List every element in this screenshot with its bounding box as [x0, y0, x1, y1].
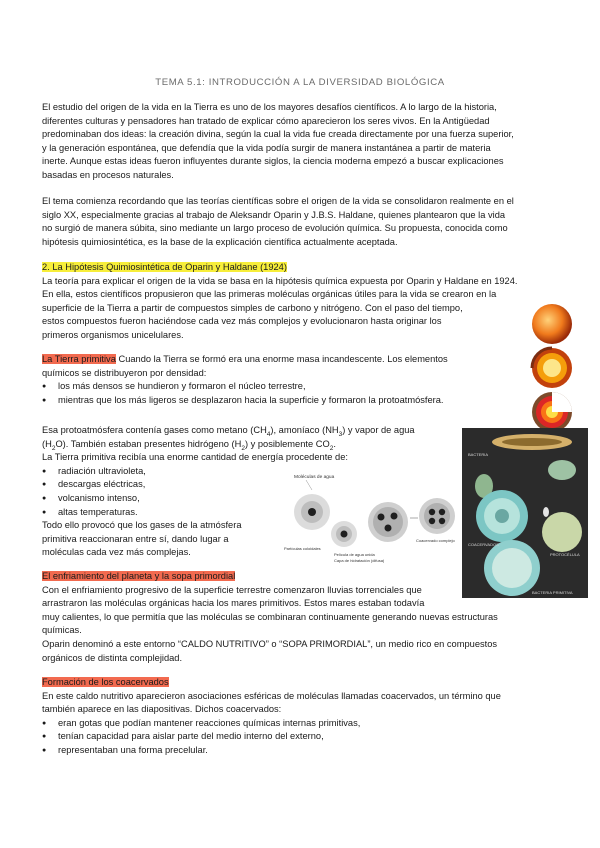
text-line: En ella, estos científicos propusieron que las primeras moléculas orgánicas útiles para la vida se crearon en la: [42, 289, 497, 300]
text-line: muy calientes, lo que permitía que las moléculas se combinaran continuamente generando nuevas estructuras: [42, 611, 498, 622]
text-line: hipótesis quimiosintética, es la base de la explicación científica actualmente aceptada.: [42, 236, 398, 247]
list-item: ● descargas eléctricas,: [42, 478, 462, 492]
section-heading: El enfriamiento del planeta y la sopa primordial: [42, 571, 236, 581]
text-line: En este caldo nutritivo aparecieron asociaciones esféricas de moléculas llamadas coacervados, un término que: [42, 690, 501, 701]
list-item: ● volcanismo intenso,: [42, 492, 462, 506]
diagram-label: Partículas coloidales: [284, 546, 321, 551]
diagram-label: Película de agua unida: [334, 552, 375, 557]
list-item: ● representaban una forma precelular.: [42, 744, 562, 758]
text-line: inerte. Aunque estas ideas fueron influyentes durante siglos, la ciencia moderna empezó a buscar explicaciones: [42, 156, 504, 167]
text-line: Cuando la Tierra se formó era una enorme masa incandescente. Los elementos: [118, 354, 448, 364]
text-line: Con el enfriamiento progresivo de la superficie terrestre comenzaron lluvias torrenciales que: [42, 584, 422, 595]
section-coacervados: [42, 676, 562, 758]
cell-label: PROTOCÉLULA: [550, 552, 580, 557]
text-line: Esa protoatmósfera contenía gases como metano $(CH_4)$, amoníaco $(NH_3)$ y vapor de agua: [42, 425, 415, 438]
list-item: ● tenían capacidad para aislar parte del medio interno del externo,: [42, 730, 562, 744]
page-title: TEMA 5.1: INTRODUCCIÓN A LA DIVERSIDAD BIOLÓGICA: [155, 77, 445, 88]
text-line: primitiva reaccionaran entre sí, dando lugar a: [42, 533, 229, 544]
text-line: $(H_2O)$. También estaban presentes hidrógeno $(H_2)$ y posiblemente $CO_2$.: [42, 438, 336, 452]
list-item: ● altas temperaturas.: [42, 506, 462, 520]
list-item: ● eran gotas que podían mantener reacciones químicas internas primitivas,: [42, 717, 562, 731]
text-line: predominaban dos ideas: la creación divina, según la cual la vida fue creada directamente por una fuerza superior,: [42, 129, 514, 140]
text-line: arrastraron las moléculas orgánicas hacia los mares primitivos. Estos mares estaban todavía: [42, 598, 425, 609]
list-item: ● los más densos se hundieron y formaron el núcleo terrestre,: [42, 380, 522, 394]
diagram-label: Moléculas de agua: [294, 475, 335, 480]
list-item: ● mientras que los más ligeros se desplazaron hacia la superficie y formaron la protoatmósfera.: [42, 394, 522, 408]
section-heading: La Tierra primitiva: [42, 354, 116, 364]
text-line: químicas.: [42, 625, 82, 636]
text-line: no surgió de manera súbita, sino mediante un largo proceso de evolución química. Su propuesta, conocida como: [42, 223, 508, 234]
text-line: La Tierra primitiva recibía una enorme cantidad de energía procedente de:: [42, 452, 348, 463]
cell-label: COACERVADOS: [468, 542, 499, 547]
text-line: siglo XX, especialmente gracias al trabajo de Aleksandr Oparin y J.B.S. Haldane, quienes plantearon que la vida: [42, 209, 506, 220]
intro-paragraph: [42, 101, 562, 183]
section-heading: 2. La Hipótesis Quimiosintética de Oparin y Haldane (1924): [42, 262, 287, 272]
text-line: El tema comienza recordando que las teorías científicas sobre el origen de la vida se consolidaron realmente en el: [42, 196, 514, 206]
text-line: orgánicos de distinta complejidad.: [42, 652, 183, 663]
cell-label: BACTERIA: [468, 452, 489, 457]
section-heading: Formación de los coacervados: [42, 677, 169, 687]
section-hipotesis: [42, 261, 562, 343]
section-tierra-primitiva: [42, 353, 522, 407]
text-line: primeros organismos unicelulares.: [42, 329, 184, 340]
list-item: ● radiación ultravioleta,: [42, 465, 462, 479]
section-enfriamiento: [42, 570, 562, 665]
coacervate-diagram: [282, 470, 458, 568]
text-line: Oparin denominó a este entorno “CALDO NUTRITIVO” o “SOPA PRIMORDIAL”, un medio rico en compuestos: [42, 638, 498, 649]
text-line: también aparece en las diapositivas. Dichos coacervados:: [42, 704, 282, 715]
earth-crust-image: [524, 346, 580, 390]
text-line: y la generación espontánea, que defendía que la vida podía surgir de manera instantánea a partir de materia: [42, 142, 491, 153]
text-line: El estudio del origen de la vida en la Tierra es uno de los mayores desafíos científicos. A lo largo de la historia,: [42, 102, 497, 112]
text-line: Todo ello provocó que los gases de la atmósfera: [42, 520, 242, 531]
text-line: basadas en procesos naturales.: [42, 169, 174, 180]
intro-paragraph-2: [42, 195, 562, 249]
text-line: diferentes culturas y pensadores han tratado de explicar cómo aparecieron los seres vivos. En la Antigüedad: [42, 115, 490, 126]
earth-molten-image: [524, 302, 580, 346]
text-line: químicos se distribuyeron por densidad:: [42, 367, 207, 378]
diagram-label: Capa de hidratación (difusa): [334, 558, 385, 563]
cell-label: BACTERIA PRIMITIVA: [532, 590, 573, 595]
text-line: superficie de la Tierra a partir de compuestos simples de carbono y nitrógeno. Con el paso del tiempo,: [42, 302, 463, 313]
diagram-label: Coacervado complejo: [416, 538, 455, 543]
text-line: moléculas cada vez más complejas.: [42, 547, 191, 558]
text-line: La teoría para explicar el origen de la vida se basa en la hipótesis química expuesta por Oparin y Haldane en 1924.: [42, 275, 518, 286]
text-line: estos compuestos fueron haciéndose cada vez más complejos y evolucionaron hasta originar los: [42, 316, 442, 327]
